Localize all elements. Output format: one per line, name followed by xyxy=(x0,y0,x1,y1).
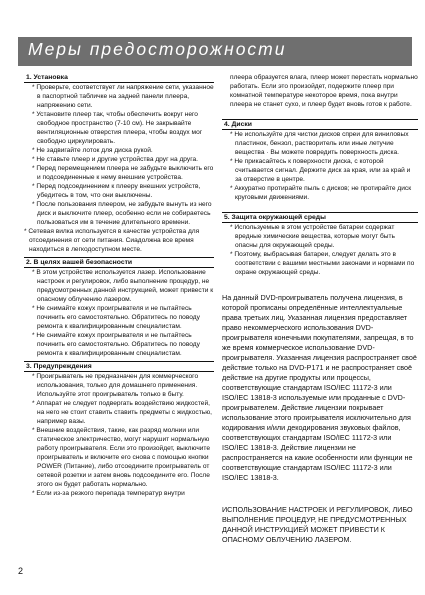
list-item: * Аппарат не следует подвергать воздействию жидкостей, на него не стоит ставить ставить предметы с жидкостью, например вазы. xyxy=(32,399,214,426)
list-item: * Не снимайте кожух проигрывателя и не пытайтесь починить его самостоятельно. Обратитесь по поводу ремонта к квалифицированным специалистам. xyxy=(32,331,214,358)
section-warnings xyxy=(24,361,214,498)
list-item: * Внешние воздействия, такие, как разряд молнии или статическое электричество, могут нарушит нормальную работу проигрывателя. Если это произойдет, выключите проигрыватель и включите его снова с помощью кнопки POWER (Питание), либо отсоедините проигрыватель от сетевой розетки и затем вновь подсоедините его. После этого он будет работать нормально. xyxy=(32,426,214,489)
section-warnings-continued xyxy=(222,73,418,109)
list-item: * Не задвигайте лоток для диска рукой. xyxy=(32,146,214,155)
section-installation xyxy=(24,73,214,254)
section-title: 5. Защита окружающей среды xyxy=(222,212,418,223)
left-column xyxy=(24,73,214,501)
list-item: * Используемые в этом устройстве батареи содержат вредные химические вещества, которые могут быть опасны для окружающей среды. xyxy=(230,223,418,250)
section-safety xyxy=(24,257,214,358)
list-item: * В этом устройстве используется лазер. Использование настроек и регулировок, либо выполнение процедур, не предусмотренных данной инструкцией, может привести к опасному облучению лазером. xyxy=(32,268,214,304)
list-item: * Не используйте для чистки дисков спреи для виниловых пластинок, бензол, растворитель или иные летучие вещества · Вы можете повредить поверхность диска. xyxy=(230,130,418,157)
list-item: * Перед подсоединением к плееру внешних устройств, убедитесь в том, что они выключены. xyxy=(32,182,214,200)
title-bar xyxy=(18,37,412,66)
list-item: * Проигрыватель не предназначен для коммерческого использования, только для домашнего применения. Используйте этот проигрыватель только в быту. xyxy=(32,372,214,399)
license-text: На данный DVD-проигрыватель получена лицензия, в которой прописаны определённые интеллектуальные права третьих лиц. Указанная лицензия предоставляет право некоммерческого использования DVD-проигрывателя конечными покупателями, запрещая, в то же время коммерческое использование DVD-проигрывателя. Указанная лицензия распространяет своё действие только на DVD-P171 и не распространяет своё действие на другие продукты или процессы, соответствующие стандартам ISO/IEC 11172-3 или ISO/IEC 13818-3 используемые или проданные с DVD-проигрывателем. Действие лицензии покрывает использование этого проигрывателя исключительно для кодирования и/или декодирования звуковых файлов, соответствующих стандартам ISO/IEC 11172-3 или ISO/IEC 13818-3. Действие лицензии не распространяется на какие особенности или функции не соответствующие стандартам ISO/IEC 11172-3 или ISO/IEC 13818-3. xyxy=(222,293,417,482)
laser-warning: ИСПОЛЬЗОВАНИЕ НАСТРОЕК И РЕГУЛИРОВОК, ЛИБО ВЫПОЛНЕНИЕ ПРОЦЕДУР, НЕ ПРЕДУСМОТРЕННЫХ ДАННОЙ ИНСТРУКЦИЕЙ МОЖЕТ ПРИВЕСТИ К ОПАСНОМУ ОБЛУЧЕНИЮ ЛАЗЕРОМ. xyxy=(222,505,413,544)
section-title: 4. Диски xyxy=(222,119,418,130)
page-number: 2 xyxy=(18,566,24,576)
section-title: 1. Установка xyxy=(24,73,214,83)
list-item: * После пользования плеером, не забудьте вынуть из него диск и выключите плеер, особенно если не собираетесь пользоваться им в течение длительного времени. xyxy=(32,200,214,227)
section-title: 3. Предупреждения xyxy=(24,361,214,372)
continued-text: плеера образуется влага, плеер может перестать нормально работать. Если это произойдет, подержите плеер при комнатной температуре некоторое время, пока внутри плеера не станет сухо, и плеер будет вновь готов к работе. xyxy=(230,74,418,108)
section-discs xyxy=(222,119,418,202)
right-column xyxy=(222,73,418,545)
list-item: * Если из-за резкого перепада температур внутри xyxy=(32,489,214,498)
section-environment xyxy=(222,212,418,277)
list-item: * Не ставьте плеер и другие устройства друг на друга. xyxy=(32,155,214,164)
list-item: * Перед перемещением плеера не забудьте выключить его и подсоединенные к нему внешние устройства. xyxy=(32,164,214,182)
page-title: Меры предосторожности xyxy=(28,39,287,59)
list-item: * Установите плеер так, чтобы обеспечить вокруг него свободное пространство (7-10 см). Не закрывайте вентиляционные отверстия плеера, чтобы воздух мог свободно циркулировать. xyxy=(32,110,214,146)
list-item: * Аккуратно протирайте пыль с дисков; не протирайте диск круговыми движениями. xyxy=(230,184,418,202)
list-item: * Поэтому, выбрасывая батареи, следует делать это в соответствии с вашими местными законами и нормами по охране окружающей среды. xyxy=(230,250,418,277)
section-title: 2. В целях вашей безопасности xyxy=(24,257,214,268)
list-item: * Не снимайте кожух проигрывателя и не пытайтесь починить его самостоятельно. Обратитесь по поводу ремонта к квалифицированным специалистам. xyxy=(32,304,214,331)
power-plug-note: * Сетевая вилка используется в качестве устройства для отсоединения от сети питания. Сиадолжна все время находиться в легкодоступном месте. xyxy=(24,227,214,254)
list-item: * Проверьте, соответствует ли напряжение сети, указанное в паспортной табличке на задней панели плеера, напряжению сети. xyxy=(32,83,214,110)
list-item: * Не прикасайтесь к поверхности диска, с которой считывается сигнал. Держите диск за края, или за край и за отверстие в центре. xyxy=(230,157,418,184)
